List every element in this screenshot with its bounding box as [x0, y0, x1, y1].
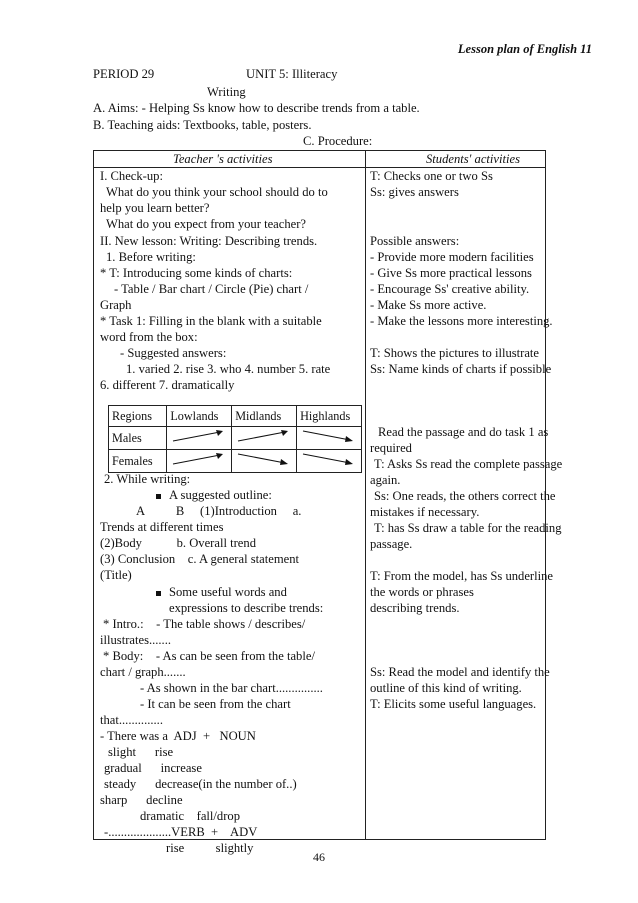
text-line: - Provide more modern facilities: [370, 250, 534, 264]
bullet-icon: [156, 494, 161, 499]
text-line: - It can be seen from the chart: [140, 697, 291, 711]
bullet-item: [156, 584, 287, 600]
down-trend-arrow-icon: [235, 450, 291, 468]
text-line: Ss: gives answers: [370, 185, 459, 199]
regions-table: [108, 405, 362, 473]
text-line: A B (1)Introduction a.: [136, 504, 302, 518]
procedure-table-header: [94, 151, 545, 168]
text-line: (Title): [100, 568, 132, 582]
text-line: T: Asks Ss read the complete passage: [374, 457, 563, 471]
text-line: required: [370, 441, 412, 455]
text-line: Possible answers:: [370, 234, 460, 248]
text-line: - As shown in the bar chart...............: [140, 681, 323, 695]
bullet-item: [156, 487, 272, 503]
text-line: Ss: Read the model and identify the: [370, 665, 550, 679]
text-line: again.: [370, 473, 401, 487]
text-line: rise slightly: [166, 841, 254, 855]
text-line: * Task 1: Filling in the blank with a suitable: [100, 314, 322, 328]
bullet-text: A suggested outline:: [169, 488, 272, 502]
females-row-label: Females: [109, 450, 167, 473]
page-number: 46: [313, 850, 325, 864]
text-line: describing trends.: [370, 601, 460, 615]
text-line: sharp decline: [100, 793, 183, 807]
midlands-header: Midlands: [232, 406, 297, 427]
text-line: Ss: One reads, the others correct the: [374, 489, 556, 503]
text-line: 6. different 7. dramatically: [100, 378, 235, 392]
text-line: the words or phrases: [370, 585, 474, 599]
bullet-icon: [156, 591, 161, 596]
males-highlands-cell: [297, 427, 362, 450]
text-line: * Body: - As can be seen from the table/: [103, 649, 315, 663]
students-column-header: Students' activities: [426, 152, 520, 166]
up-trend-arrow-icon: [170, 427, 226, 445]
down-trend-arrow-icon: [300, 427, 356, 445]
document-header-title: Lesson plan of English 11: [457, 42, 592, 56]
text-line: Trends at different times: [100, 520, 224, 534]
text-line: steady decrease(in the number of..): [104, 777, 297, 791]
regions-header: Regions: [109, 406, 167, 427]
text-line: mistakes if necessary.: [370, 505, 480, 519]
text-line: What do you think your school should do to: [106, 185, 328, 199]
females-lowlands-cell: [167, 450, 232, 473]
text-line: Graph: [100, 298, 132, 312]
text-line: - Make the lessons more interesting.: [370, 314, 553, 328]
bullet-text: Some useful words and: [169, 585, 287, 599]
text-line: expressions to describe trends:: [169, 601, 324, 615]
text-line: (3) Conclusion c. A general statement: [100, 552, 300, 566]
females-midlands-cell: [232, 450, 297, 473]
text-line: - Make Ss more active.: [370, 298, 487, 312]
highlands-header: Highlands: [297, 406, 362, 427]
males-midlands-cell: [232, 427, 297, 450]
text-line: T: From the model, has Ss underline: [370, 569, 554, 583]
females-highlands-cell: [297, 450, 362, 473]
text-line: T: Shows the pictures to illustrate: [370, 346, 540, 360]
text-line: * Intro.: - The table shows / describes/: [103, 617, 306, 631]
text-line: * T: Introducing some kinds of charts:: [100, 266, 293, 280]
text-line: chart / graph.......: [100, 665, 186, 679]
text-line: T: Elicits some useful languages.: [370, 697, 537, 711]
text-line: I. Check-up:: [100, 169, 163, 183]
procedure-table: [93, 150, 563, 855]
text-line: - Encourage Ss' creative ability.: [370, 282, 530, 296]
text-line: that..............: [100, 713, 163, 727]
period-label: PERIOD 29: [93, 67, 155, 81]
unit-title: UNIT 5: Illiteracy: [246, 67, 338, 81]
text-line: Read the passage and do task 1 as: [378, 425, 549, 439]
text-line: passage.: [370, 537, 413, 551]
lowlands-header: Lowlands: [167, 406, 232, 427]
text-line: - Give Ss more practical lessons: [370, 266, 532, 280]
text-line: 1. Before writing:: [106, 250, 196, 264]
text-line: slight rise: [108, 745, 174, 759]
males-lowlands-cell: [167, 427, 232, 450]
text-line: illustrates.......: [100, 633, 172, 647]
text-line: word from the box:: [100, 330, 198, 344]
aims-line: A. Aims: - Helping Ss know how to describe trends from a table.: [93, 101, 420, 115]
teacher-column-header: Teacher 's activities: [173, 152, 273, 166]
procedure-heading: C. Procedure:: [303, 134, 373, 148]
down-trend-arrow-icon: [300, 450, 356, 468]
text-line: -....................VERB + ADV: [104, 825, 258, 839]
text-line: outline of this kind of writing.: [370, 681, 522, 695]
column-divider: [365, 151, 366, 839]
up-trend-arrow-icon: [235, 427, 291, 445]
text-line: help you learn better?: [100, 201, 210, 215]
text-line: What do you expect from your teacher?: [106, 217, 307, 231]
text-line: 1. varied 2. rise 3. who 4. number 5. rate: [126, 362, 331, 376]
text-line: II. New lesson: Writing: Describing trends.: [100, 234, 318, 248]
text-line: - There was a ADJ + NOUN: [100, 729, 256, 743]
text-line: (2)Body b. Overall trend: [100, 536, 256, 550]
text-line: T: has Ss draw a table for the reading: [374, 521, 562, 535]
teaching-aids-line: B. Teaching aids: Textbooks, table, posters.: [93, 118, 312, 132]
text-line: 2. While writing:: [104, 472, 191, 486]
up-trend-arrow-icon: [170, 450, 226, 468]
text-line: T: Checks one or two Ss: [370, 169, 493, 183]
text-line: gradual increase: [104, 761, 202, 775]
text-line: dramatic fall/drop: [140, 809, 241, 823]
text-line: Ss: Name kinds of charts if possible: [370, 362, 552, 376]
text-line: - Table / Bar chart / Circle (Pie) chart /: [114, 282, 309, 296]
skill-label: Writing: [207, 85, 246, 99]
text-line: - Suggested answers:: [120, 346, 227, 360]
males-row-label: Males: [109, 427, 167, 450]
